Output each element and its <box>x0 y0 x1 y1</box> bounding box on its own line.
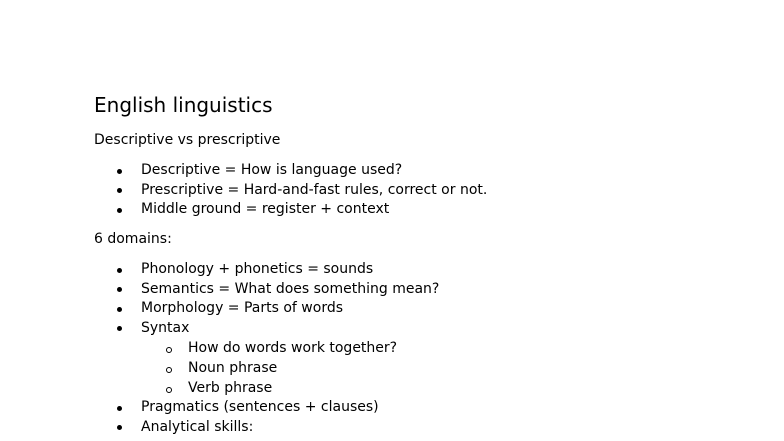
sublist-item-text: Noun phrase <box>188 360 278 377</box>
list-item-text: Pragmatics (sentences + clauses) <box>141 399 379 416</box>
sublist-item-text: Verb phrase <box>188 380 273 397</box>
sublist-item-text: How do words work together? <box>188 340 398 357</box>
list-item-text: Prescriptive = Hard-and-fast rules, correct or not. <box>141 181 488 198</box>
list-item-text: Analytical skills: <box>141 418 254 435</box>
section-heading-descriptive: Descriptive vs prescriptive <box>94 132 281 148</box>
section-heading-domains: 6 domains: <box>94 231 172 247</box>
list-item-text: Phonology + phonetics = sounds <box>141 261 374 277</box>
list-item-text: Morphology = Parts of words <box>141 300 344 317</box>
list-item-text: Middle ground = register + context <box>141 201 390 218</box>
list-item-text: Syntax <box>141 319 190 336</box>
page-title: English linguistics <box>94 93 273 117</box>
list-item-text: Semantics = What does something mean? <box>141 280 440 297</box>
list-item-text: Descriptive = How is language used? <box>141 162 403 178</box>
